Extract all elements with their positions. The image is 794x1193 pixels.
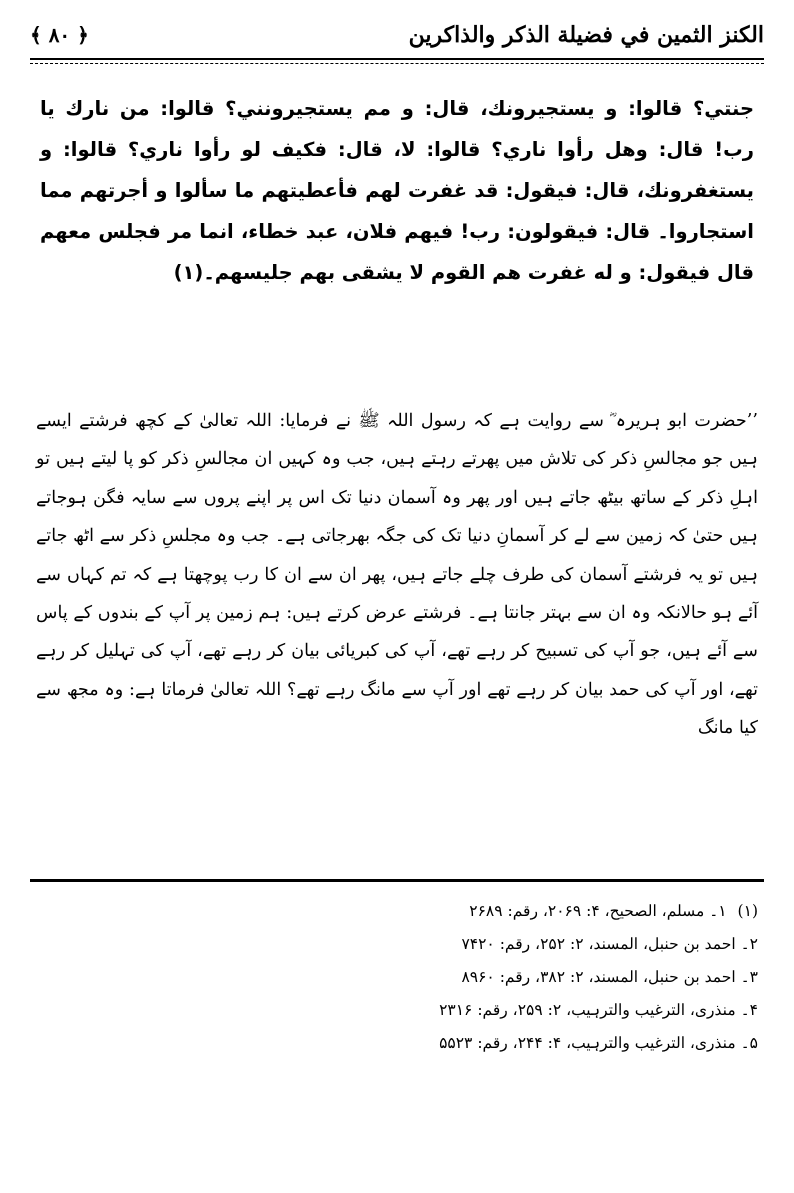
footnote-5 (200, 1027, 758, 1060)
footnote-3 (200, 961, 758, 994)
running-title: الكنز الثمين في فضيلة الذكر والذاكرين (408, 22, 764, 48)
footnote-rule (30, 879, 764, 882)
footnote-text: ۱۔ مسلم، الصحیح، ۴: ۲۰۶۹، رقم: ۲۶۸۹ (469, 902, 727, 920)
footnotes (200, 895, 758, 1060)
footnote-text: ۴۔ منذری، الترغیب والترہیب، ۲: ۲۵۹، رقم: ۲۳۱۶ (439, 1001, 758, 1019)
footnote-4 (200, 994, 758, 1027)
urdu-text: ’’حضرت ابو ہریرہ ؓ سے روایت ہے کہ رسول اللہ ﷺ نے فرمایا: اللہ تعالیٰ کے کچھ فرشتے ایسے ہیں جو مجالسِ ذکر کی تلاش میں پھرتے رہتے ہیں، جب وہ کہیں ان مجالسِ ذکر کو پا لیتے ہیں تو اہلِ ذکر کے ساتھ بیٹھ جاتے ہیں اور پھر وہ آسمان دنیا تک اس پر اپنے پروں سے سایہ فگن ہوجاتے ہیں حتیٰ کہ زمین سے لے کر آسمانِ دنیا تک کی جگہ بھرجاتی ہے۔ جب وہ مجلسِ ذکر سے اٹھ جاتے ہیں تو یہ فرشتے آسمان کی طرف چلے جاتے ہیں، پھر ان سے ان کا رب پوچھتا ہے کہ تم کہاں سے آئے ہو حالانکہ وہ ان سے بہتر جانتا ہے۔ فرشتے عرض کرتے ہیں: ہم زمین پر آپ کے بندوں کے پاس سے آئے ہیں، جو آپ کی تسبیح کر رہے تھے، آپ کی کبریائی بیان کر رہے تھے، آپ کی تہلیل کر رہے تھے، اور آپ کی حمد بیان کر رہے تھے اور آپ سے مانگ رہے تھے؟ اللہ تعالیٰ فرماتا ہے: وہ مجھ سے کیا مانگ (36, 411, 758, 739)
footnote-2 (200, 928, 758, 961)
header-rule (30, 58, 764, 60)
page-header (30, 16, 764, 54)
footnote-text: ۵۔ منذری، الترغیب والترہیب، ۴: ۲۴۴، رقم: ۵۵۲۳ (439, 1034, 758, 1052)
urdu-translation (36, 402, 758, 748)
arabic-text: جنتي؟ قالوا: و يستجيرونك، قال: و مم يستجيرونني؟ قالوا: من نارك يا رب! قال: وهل رأوا ناري؟ قالوا: لا، قال: فكيف لو رأوا ناري؟ قالوا: و يستغفرونك، قال: فيقول: قد غفرت لهم فأعطيتهم ما سألوا و أجرتهم مما استجاروا۔ قال: فيقولون: رب! فيهم فلان، عبد خطاء، انما مر فجلس معهم قال فيقول: و له غفرت هم القوم لا يشقى بهم جليسهم۔(۱) (40, 97, 754, 284)
header-rule-dashed (30, 63, 764, 64)
footnote-1 (200, 895, 758, 928)
footnote-label: (۱) (737, 902, 758, 920)
page-number: ﴿ ۸۰ ﴾ (30, 23, 89, 47)
footnote-text: ۲۔ احمد بن حنبل، المسند، ۲: ۲۵۲، رقم: ۷۴۲۰ (461, 935, 758, 953)
footnote-text: ۳۔ احمد بن حنبل، المسند، ۲: ۳۸۲، رقم: ۸۹۶۰ (461, 968, 758, 986)
arabic-passage (40, 88, 754, 293)
